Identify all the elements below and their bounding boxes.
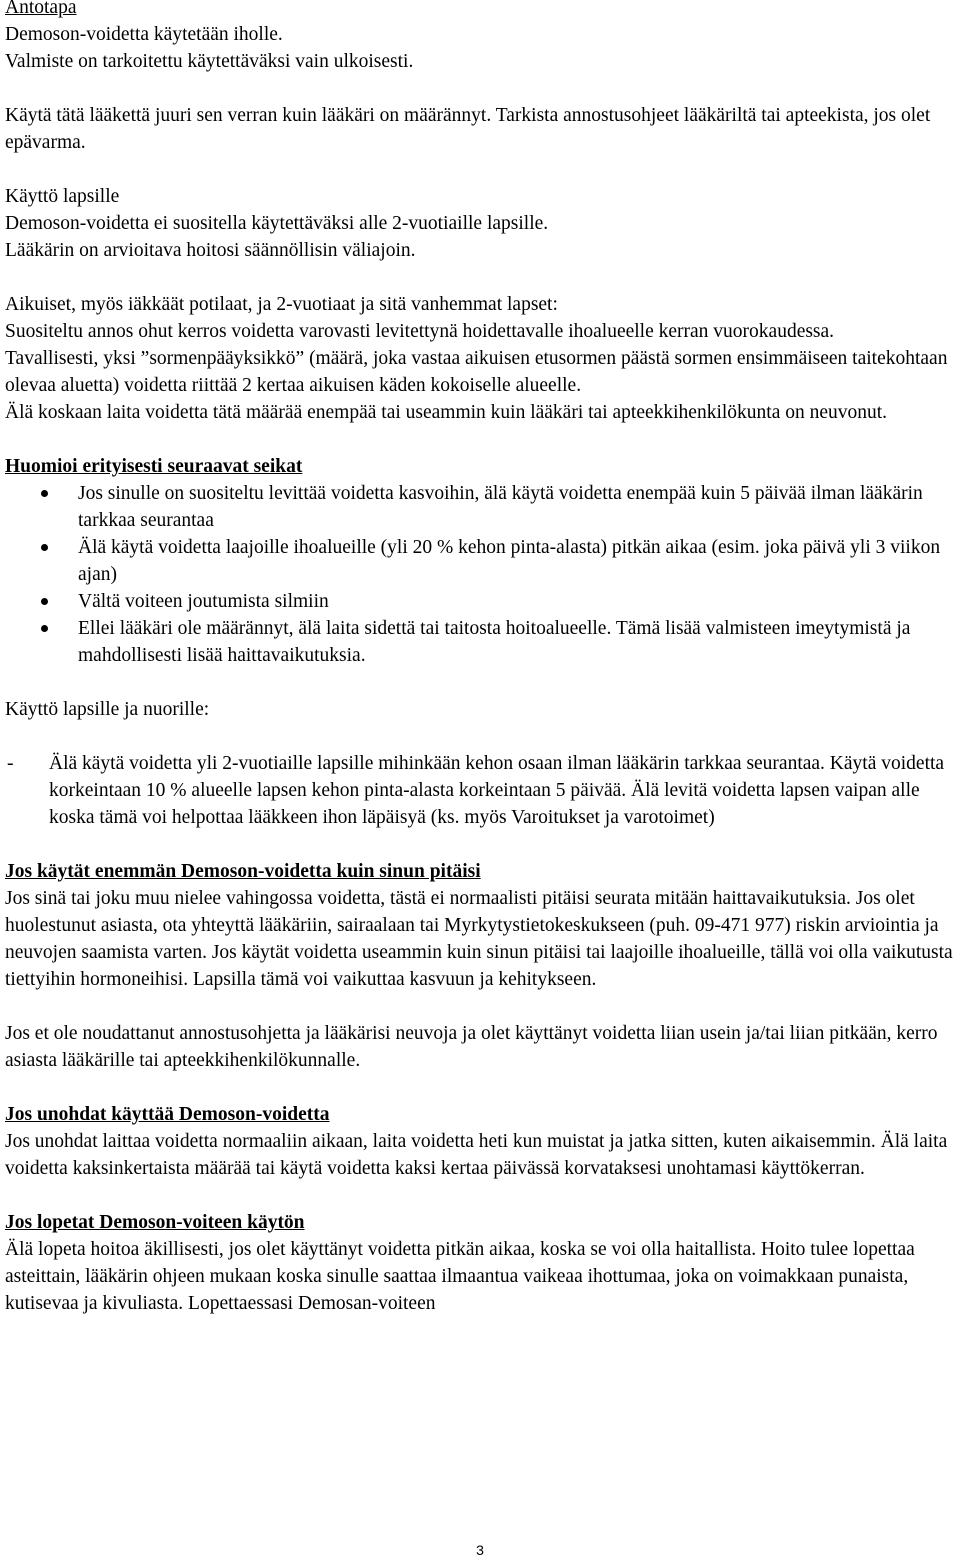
spacer [5,156,953,183]
bullet-icon [41,490,48,497]
administration-line-2: Valmiste on tarkoitettu käytettäväksi vain ulkoisesti. [5,51,414,72]
youth-heading: Käyttö lapsille ja nuorille: [5,699,210,720]
spacer [5,264,953,291]
page-content [5,0,953,1317]
administration-line-1: Demoson-voidetta käytetään iholle. [5,24,283,45]
special-list [5,480,953,669]
spacer [5,1182,953,1209]
overdose-heading: Jos käytät enemmän Demoson-voidetta kuin sinun pitäisi [5,861,481,882]
children-use-heading: Käyttö lapsille [5,186,120,207]
list-item: Älä käytä voidetta laajoille ihoalueille (yli 20 % kehon pinta-alasta) pitkän aikaa (esim. joka päivä yli 3 viikon ajan) [5,534,953,588]
children-use-line-2: Lääkärin on arvioitava hoitosi säännöllisin väliajoin. [5,240,416,261]
forgot-text: Jos unohdat laittaa voidetta normaaliin aikaan, laita voidetta heti kun muistat ja jatka sitten, kuten aikaisemmin. Älä laita voidetta kaksinkertaista määrää tai käytä voidetta kaksi kertaa päivässä korvataksesi unohtamasi käyttökerran. [5,1131,948,1179]
bullet-icon [41,625,48,632]
spacer [5,993,953,1020]
youth-dash-text: Älä käytä voidetta yli 2-vuotiaille lapsille mihinkään kehon osaan ilman lääkärin tarkkaa seurantaa. Käytä voidetta korkeintaan 10 % alueelle lapsen kehon pinta-alasta korkeintaan 5 päivää. Älä levitä voidetta lapsen vaipan alle koska tämä voi helpottaa lääkkeen ihon läpäisyä (ks. myös Varoitukset ja varotoimet) [49,753,945,828]
forgot-heading: Jos unohdat käyttää Demoson-voidetta [5,1104,330,1125]
spacer [5,75,953,102]
overdose-text-2: Jos et ole noudattanut annostusohjetta ja lääkärisi neuvoja ja olet käyttänyt voidetta liian usein ja/tai liian pitkään, kerro asiasta lääkärille tai apteekkihenkilökunnalle. [5,1023,938,1071]
list-item: Ellei lääkäri ole määrännyt, älä laita sidettä tai taitosta hoitoalueelle. Tämä lisää valmisteen imeytymistä ja mahdollisesti lisää haittavaikutuksia. [5,615,953,669]
children-use-line-1: Demoson-voidetta ei suositella käytettäväksi alle 2-vuotiaille lapsille. [5,213,549,234]
spacer [5,723,953,750]
adults-heading: Aikuiset, myös iäkkäät potilaat, ja 2-vuotiaat ja sitä vanhemmat lapset: [5,294,558,315]
bullet-icon [41,598,48,605]
youth-dash-item [5,750,953,831]
overdose-text: Jos sinä tai joku muu nielee vahingossa voidetta, tästä ei normaalisti pitäisi seurata mitään haittavaikutuksia. Jos olet huolestunut asiasta, ota yhteyttä lääkäriin, sairaalaan tai Myrkytystietokeskukseen (puh. 09-471 977) riskin arviointia ja neuvojen saamista varten. Jos käytät voidetta useammin kuin sinun pitäisi tai laajoille ihoalueille, tällä voi olla vaikutusta tiettyihin hormoneihisi. Lapsilla tämä voi vaikuttaa kasvuun ja kehitykseen. [5,888,953,990]
adults-fingertip-unit: Tavallisesti, yksi ”sormenpääyksikkö” (määrä, joka vastaa aikuisen etusormen päästä sormen ensimmäiseen taitekohtaan olevaa aluetta) voidetta riittää 2 kertaa aikuisen käden kokoiselle alueelle. [5,348,948,396]
bullet-icon [41,544,48,551]
stopping-heading: Jos lopetat Demoson-voiteen käytön [5,1212,305,1233]
spacer [5,669,953,696]
adults-dose: Suositeltu annos ohut kerros voidetta varovasti levitettynä hoidettavalle ihoalueelle kerran vuorokaudessa. [5,321,835,342]
list-item: Vältä voiteen joutumista silmiin [5,588,953,615]
spacer [5,1074,953,1101]
dash-marker: - [7,753,14,774]
list-item: Jos sinulle on suositeltu levittää voidetta kasvoihin, älä käytä voidetta enempää kuin 5 päivää ilman lääkärin tarkkaa seurantaa [5,480,953,534]
special-heading: Huomioi erityisesti seuraavat seikat [5,456,303,477]
page-number: 3 [476,1542,484,1558]
spacer [5,831,953,858]
stopping-text: Älä lopeta hoitoa äkillisesti, jos olet käyttänyt voidetta pitkän aikaa, koska se voi olla haitallista. Hoito tulee lopettaa asteittain, lääkärin ohjeen mukaan koska sinulle saattaa ilmaantua vaikeaa ihottumaa, joka on voimakkaan punaista, kutisevaa ja kivuliasta. Lopettaessasi Demosan-voiteen [5,1239,915,1314]
administration-heading: Antotapa [5,0,77,18]
adults-warning: Älä koskaan laita voidetta tätä määrää enempää tai useammin kuin lääkäri tai apteekkihenkilökunta on neuvonut. [5,402,888,423]
spacer [5,426,953,453]
dosage-note: Käytä tätä lääkettä juuri sen verran kuin lääkäri on määrännyt. Tarkista annostusohjeet lääkäriltä tai apteekista, jos olet epävarma. [5,105,931,153]
